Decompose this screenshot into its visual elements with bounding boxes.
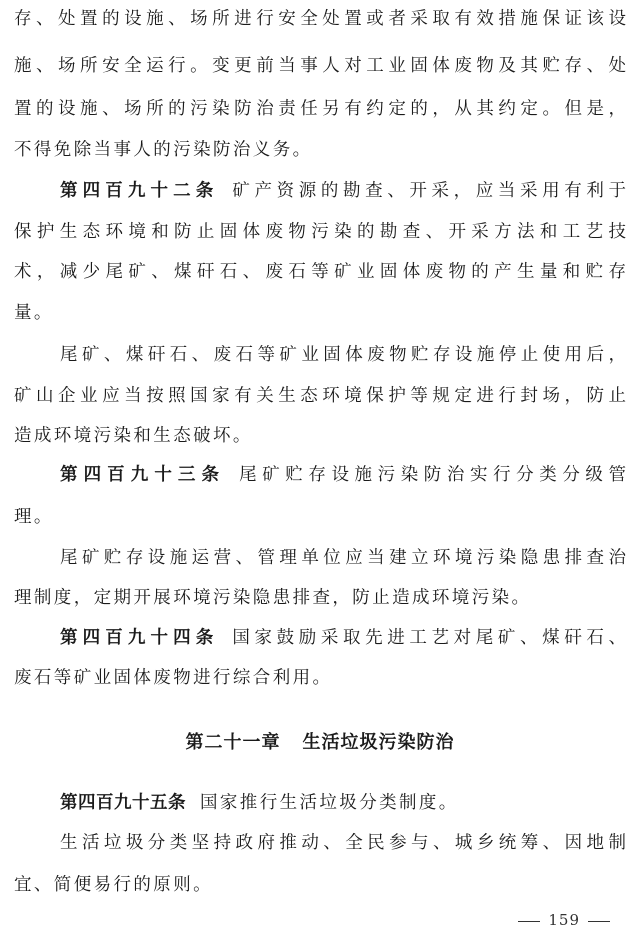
text-line: 矿山企业应当按照国家有关生态环境保护等规定进行封场，防止 bbox=[14, 386, 626, 406]
text-line: 废石等矿业固体废物进行综合利用。 bbox=[14, 668, 333, 688]
text-line: 尾矿贮存设施运营、管理单位应当建立环境污染隐患排查治 bbox=[60, 548, 626, 568]
page-number-dash-left bbox=[518, 921, 540, 922]
chapter-number: 第二十一章 bbox=[185, 732, 281, 753]
text-line: 置的设施、场所的污染防治责任另有约定的，从其约定。但是， bbox=[14, 99, 626, 119]
text-line: 不得免除当事人的污染防治义务。 bbox=[14, 140, 313, 160]
chapter-heading bbox=[14, 727, 626, 759]
text-line: 宜、简便易行的原则。 bbox=[14, 875, 213, 895]
text-line: 造成环境污染和生态破坏。 bbox=[14, 426, 253, 446]
text-line: 施、场所安全运行。变更前当事人对工业固体废物及其贮存、处 bbox=[14, 56, 626, 76]
article-493-first-line bbox=[14, 459, 626, 491]
article-495-text: 国家推行生活垃圾分类制度。 bbox=[200, 793, 459, 813]
text-line: 保护生态环境和防止固体废物污染的勘查、开采方法和工艺技 bbox=[14, 222, 626, 242]
text-line: 理。 bbox=[14, 507, 54, 527]
text-line: 理制度，定期开展环境污染隐患排查，防止造成环境污染。 bbox=[14, 588, 532, 608]
article-493-heading: 第四百九十三条 bbox=[60, 465, 226, 485]
text-line: 术，减少尾矿、煤矸石、废石等矿业固体废物的产生量和贮存 bbox=[14, 262, 626, 282]
text-line: 量。 bbox=[14, 303, 54, 323]
page-number bbox=[510, 908, 618, 932]
article-494-heading: 第四百九十四条 bbox=[60, 628, 219, 648]
article-495-first-line bbox=[14, 787, 626, 819]
page-number-dash-right bbox=[588, 921, 610, 922]
article-494-first-line bbox=[14, 622, 626, 654]
article-492-first-line bbox=[14, 175, 626, 207]
article-492-heading: 第四百九十二条 bbox=[60, 181, 219, 201]
page-number-value: 159 bbox=[548, 911, 580, 929]
article-495-heading: 第四百九十五条 bbox=[60, 793, 186, 813]
text-line: 尾矿、煤矸石、废石等矿业固体废物贮存设施停止使用后， bbox=[60, 345, 626, 365]
chapter-title: 生活垃圾污染防治 bbox=[302, 732, 455, 753]
text-line: 生活垃圾分类坚持政府推动、全民参与、城乡统筹、因地制 bbox=[60, 833, 626, 853]
article-492-text: 矿产资源的勘查、开采，应当采用有利于 bbox=[232, 181, 626, 201]
article-493-text: 尾矿贮存设施污染防治实行分类分级管 bbox=[239, 465, 626, 485]
text-line: 存、处置的设施、场所进行安全处置或者采取有效措施保证该设 bbox=[14, 9, 626, 29]
article-494-text: 国家鼓励采取先进工艺对尾矿、煤矸石、 bbox=[232, 628, 626, 648]
